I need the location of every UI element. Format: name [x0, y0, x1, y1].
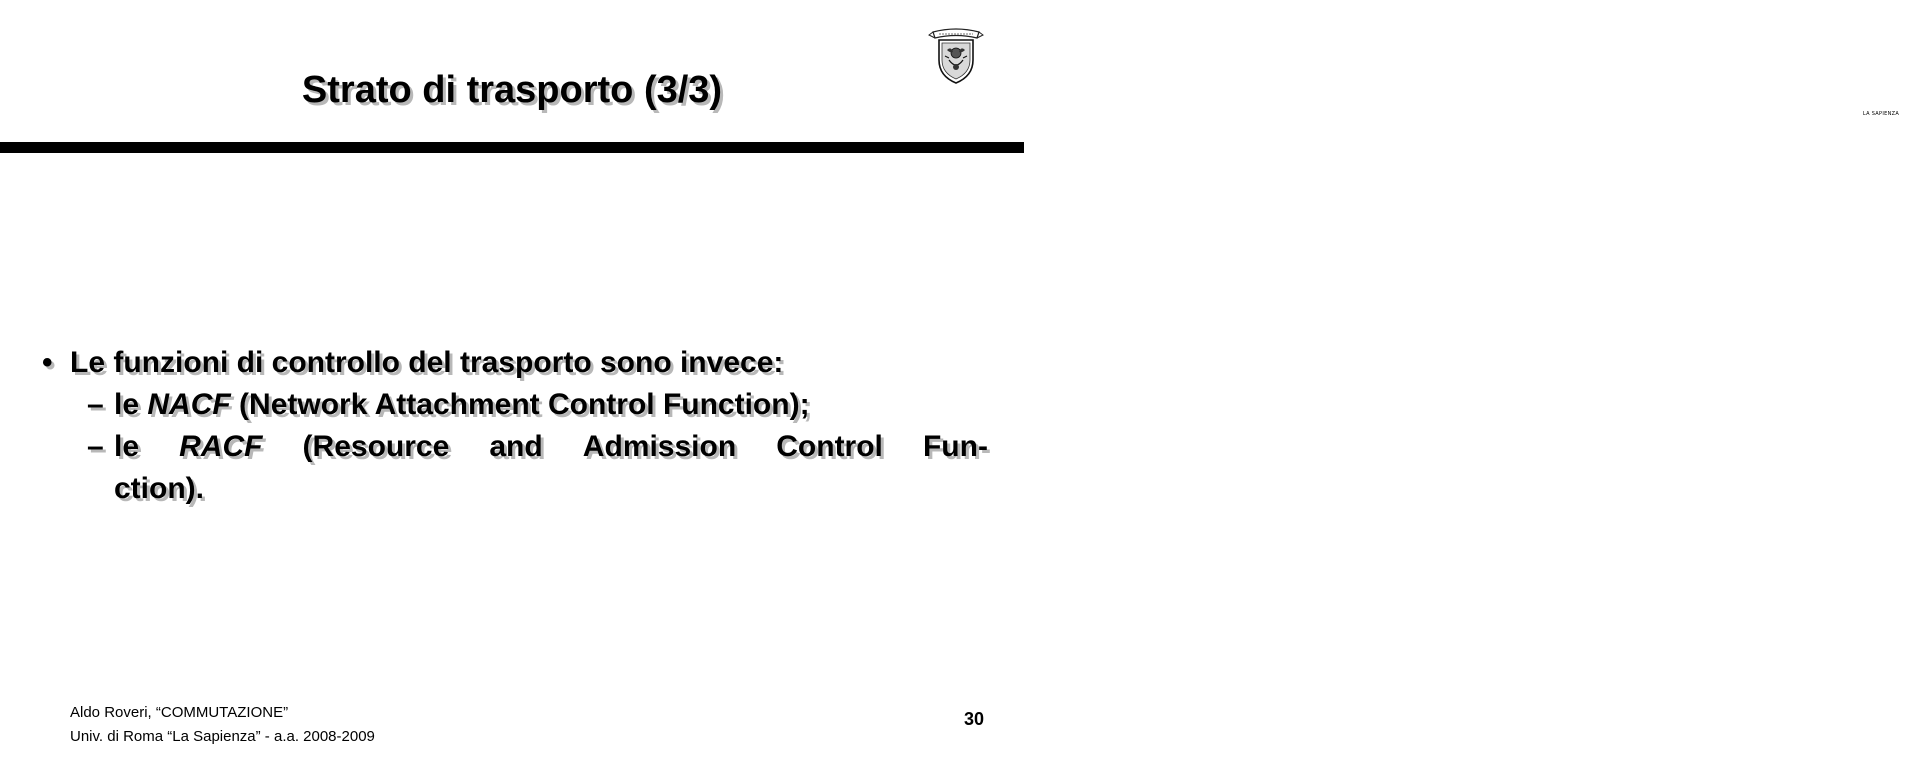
sub-item-word: and: [489, 430, 543, 463]
sub-item-nacf: [0, 384, 1024, 426]
sub-item-prefix: le: [114, 430, 140, 463]
sub-item-word: Control: [776, 430, 883, 463]
acronym-nacf: NACF: [147, 388, 231, 421]
sub-item-prefix: le: [114, 388, 140, 421]
footer-institution: Univ. di Roma “La Sapienza” - a.a. 2008-2009: [70, 728, 375, 745]
sub-item-word: (Resource: [302, 430, 450, 463]
slide-content: [0, 342, 1024, 510]
bullet-marker: •: [42, 346, 53, 379]
sub-item-description: (Network Attachment Control Function);: [239, 388, 810, 421]
sub-item-text: [114, 426, 988, 468]
sub-item-continuation: ction).: [114, 472, 204, 505]
bullet-text: Le funzioni di controllo del trasporto sono invece:: [70, 346, 784, 379]
sub-item-racf-continuation: [0, 468, 1024, 510]
sub-item-marker: –: [87, 430, 104, 463]
sub-item-text: [114, 384, 810, 426]
page-number: 30: [963, 709, 984, 729]
slide-title: Strato di trasporto (3/3): [301, 69, 723, 111]
title-divider: [0, 142, 1024, 153]
sapienza-seal-icon: [925, 26, 1900, 117]
footer-author: Aldo Roveri, “COMMUTAZIONE”: [70, 704, 289, 721]
bullet-item: [0, 342, 1024, 384]
sub-item-racf: [0, 426, 1024, 468]
acronym-racf: RACF: [179, 430, 263, 463]
sub-item-marker: –: [87, 388, 104, 421]
sub-item-word: Fun-: [922, 430, 988, 463]
sub-item-word: Admission: [582, 430, 737, 463]
logo-caption: LA SAPIENZA: [1862, 111, 1900, 117]
